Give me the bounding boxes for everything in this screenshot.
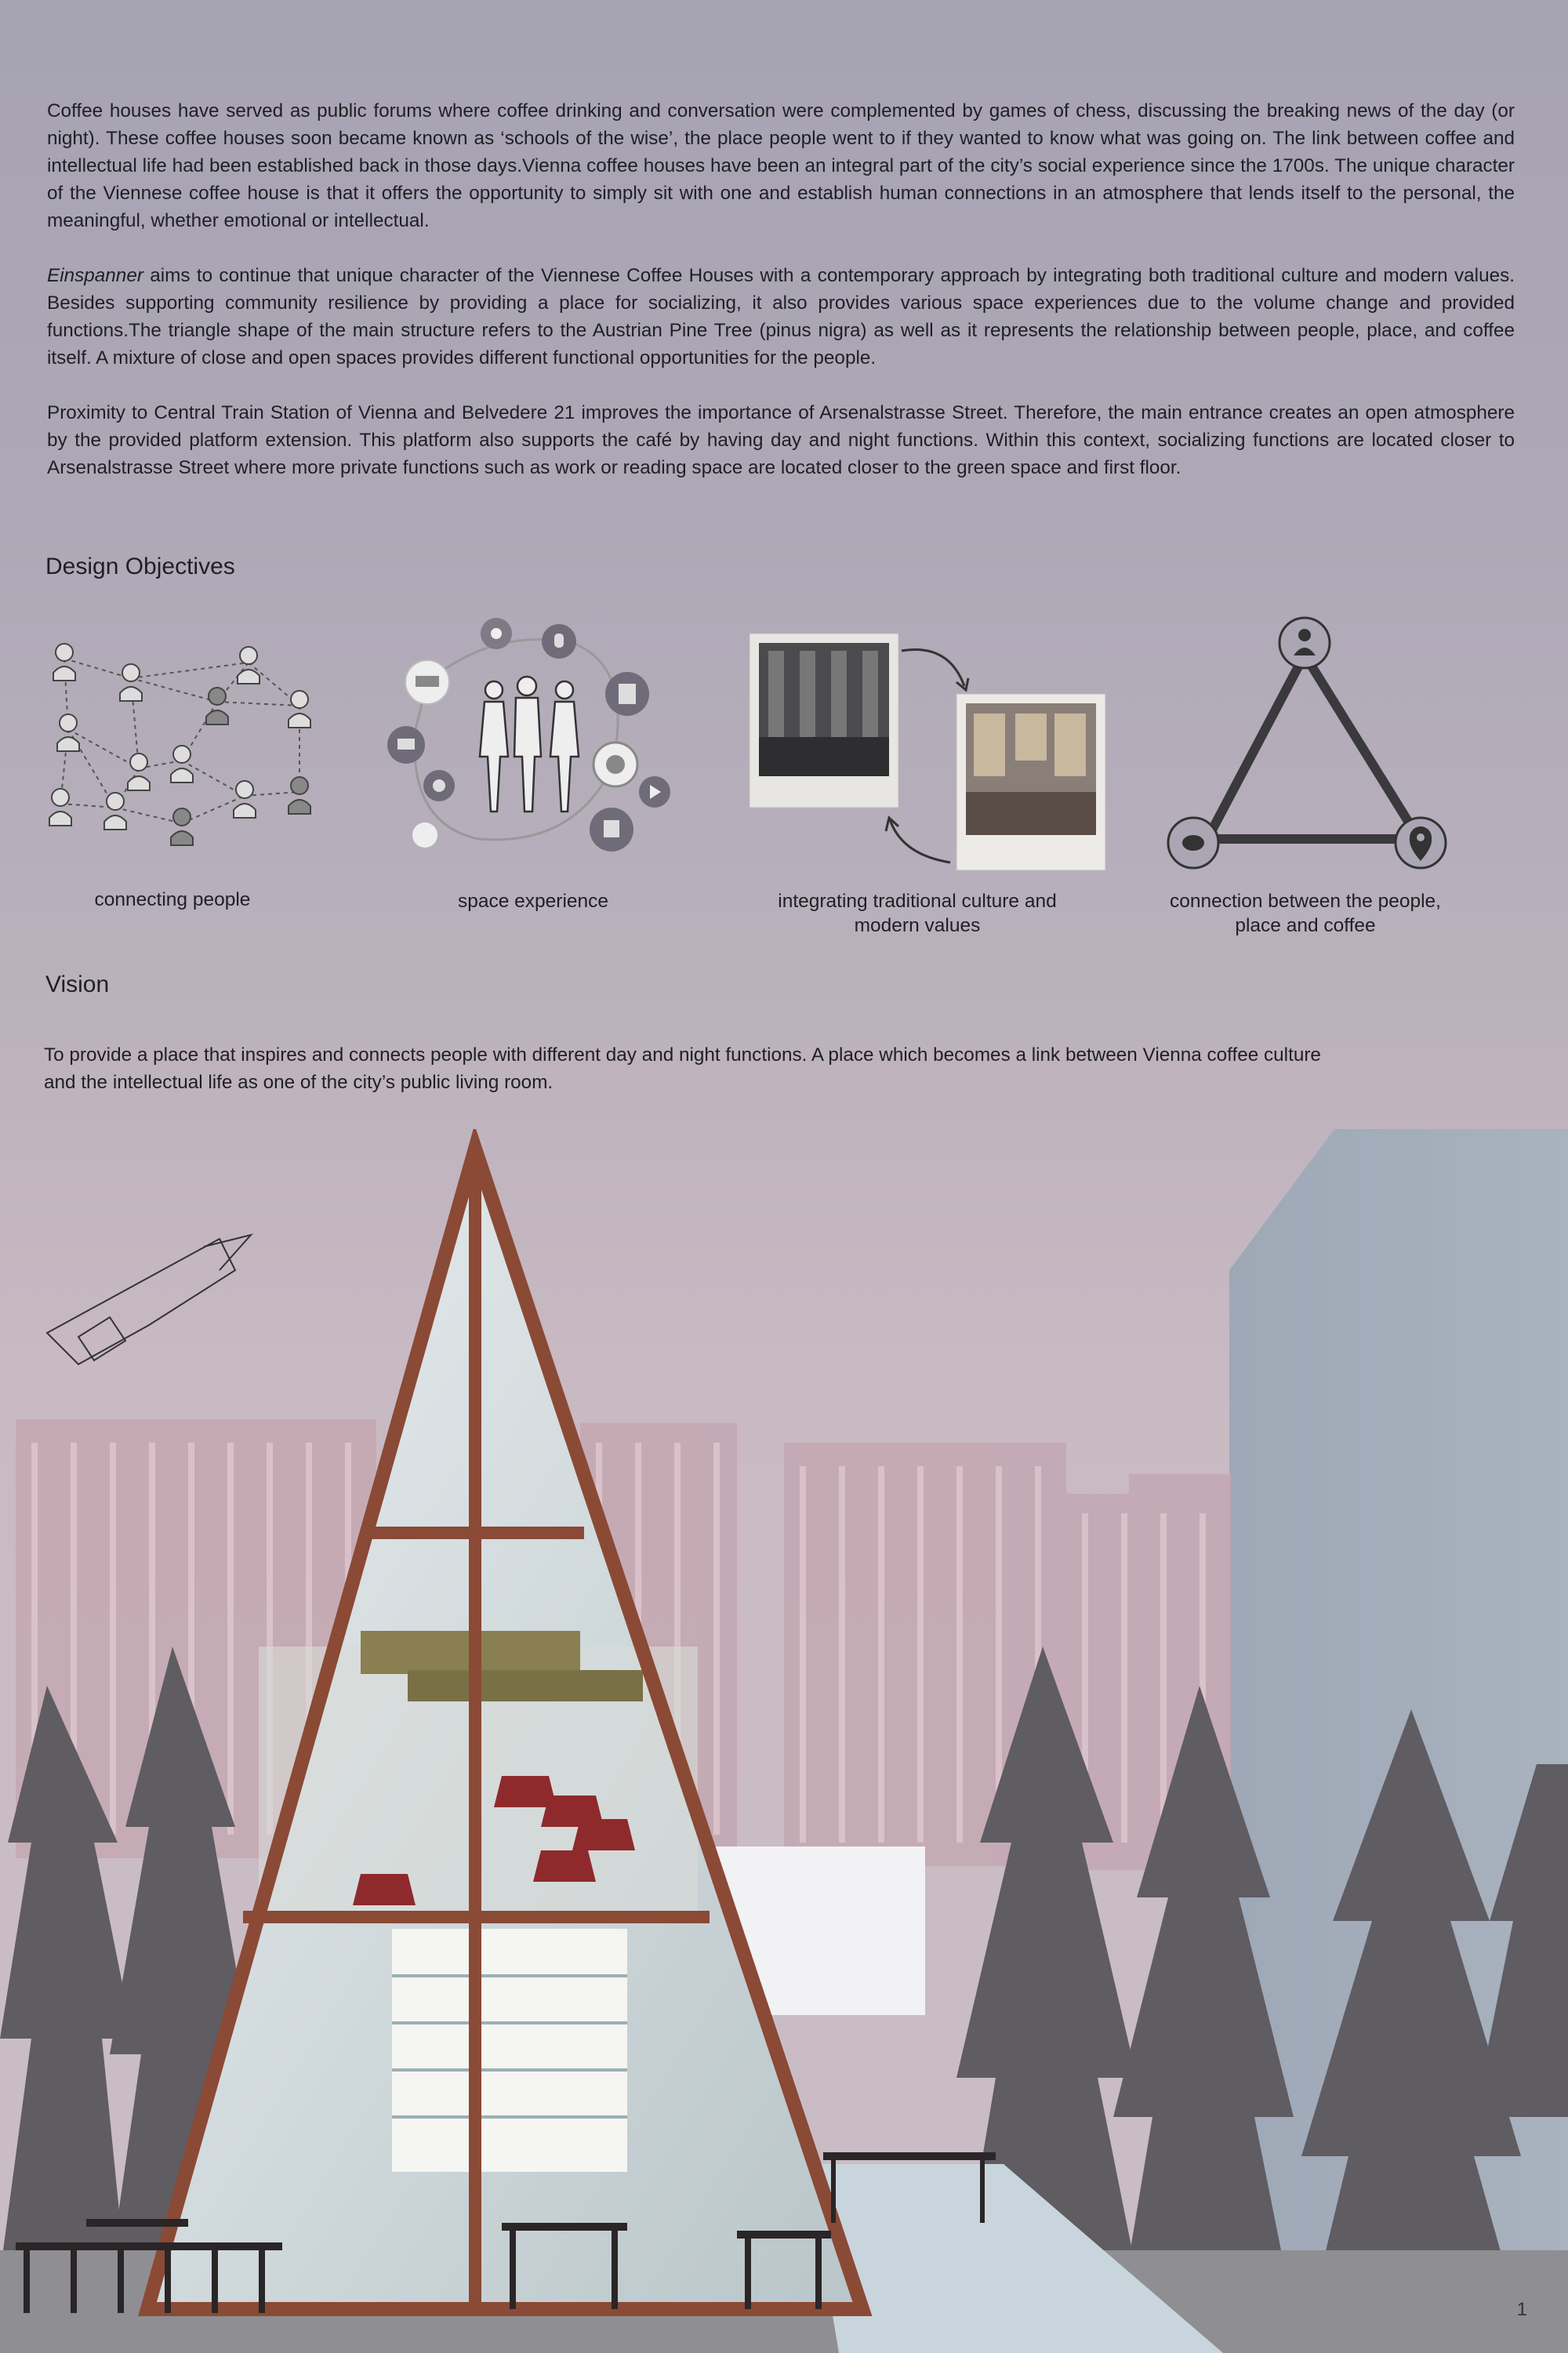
intro-paragraph-1: Coffee houses have served as public forums where coffee drinking and conversation were complemented by games of chess, discussing the breaking news of the day (or night). These coffee houses soon became known as ‘schools of the wise’, the place people went to if they wanted to know what was going on. The link between coffee and intellectual life had been established back in those days.Vienna coffee houses have been an integral part of the city’s social experience since the 1700s. The unique character of the Viennese coffee house is that it offers the opportunity to simply sit with one and establish human connections in an atmosphere that lends itself to the personal, the meaningful, whether emotional or intellectual. (47, 100, 1515, 231)
objective-caption-4: connection between the people, place and coffee (1170, 891, 1441, 936)
project-name: Einspanner (47, 265, 143, 286)
vision-title: Vision (45, 971, 110, 997)
photo-comparison-icon (745, 627, 1113, 878)
cafe-rendering (0, 1129, 1568, 2353)
intro-paragraph-3: Proximity to Central Train Station of Vienna and Belvedere 21 improves the importance of Arsenalstrasse Street. Therefore, the main entrance creates an open atmosphere by the provided platform extension. This platform also supports the café by having day and night functions. Within this context, socializing functions are located closer to Arsenalstrasse Street where more private functions such as work or reading space are located closer to the green space and first floor. (47, 402, 1515, 478)
intro-paragraph-2 (47, 262, 1515, 372)
space-experience-icon (376, 612, 690, 855)
site-sketch (47, 1235, 251, 1364)
intro-paragraph-2-body: aims to continue that unique character of the Viennese Coffee Houses with a contemporary approach by integrating both traditional culture and modern values. Besides supporting community resilience by providing a place for socializing, it also provides various space experiences due to the volume change and provided functions.The triangle shape of the main structure refers to the Austrian Pine Tree (pinus nigra) as well as it represents the relationship between people, place, and coffee itself. A mixture of close and open spaces provides different functional opportunities for the people. (47, 265, 1515, 369)
people-network-icon (41, 627, 323, 847)
objective-caption-2: space experience (457, 891, 609, 912)
vision-text: To provide a place that inspires and connects people with different day and night functions. A place which becomes a link between Vienna coffee culture and the intellectual life as one of the city’s public living room. (44, 1044, 1321, 1093)
page-number: 1 (1516, 2299, 1527, 2320)
triangle-connection-icon (1160, 612, 1458, 878)
intro-text (47, 97, 1515, 509)
design-objectives-title: Design Objectives (45, 554, 235, 579)
objective-caption-1: connecting people (94, 889, 251, 910)
objective-caption-3: integrating traditional culture and modern values (778, 891, 1057, 936)
